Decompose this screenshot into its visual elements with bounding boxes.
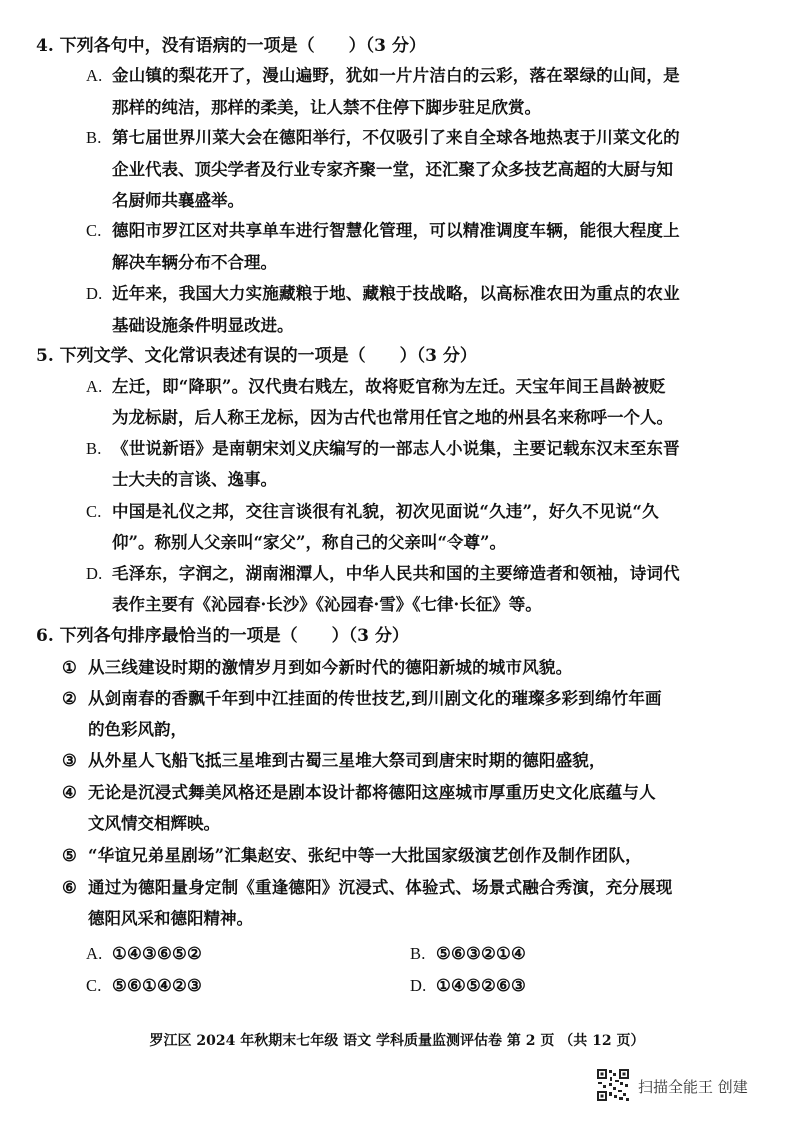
page-footer: 罗江区 2024 年秋期末七年级 语文 学科质量监测评估卷 第 2 页 （共 12 页） <box>149 1033 645 1049</box>
q5-option-b: B. 《世说新语》是南朝宋刘义庆编写的一部志人小说集，主要记载东汉末至东晋 <box>86 437 680 461</box>
q4-option-b-line3: 名厨师共襄盛举。 <box>112 191 244 210</box>
q6-sentence-4-line2: 文风情交相辉映。 <box>88 814 220 833</box>
q4-option-d: D. 近年来，我国大力实施藏粮于地、藏粮于技战略，以高标准农田为重点的农业 <box>86 282 680 306</box>
option-label: C. <box>86 221 102 240</box>
q4-option-a-line2: 那样的纯洁，那样的柔美，让人禁不住停下脚步驻足欣赏。 <box>112 98 541 117</box>
q5-option-c-line2: 仰”。称别人父亲叫“家父”，称自己的父亲叫“令尊”。 <box>112 533 506 552</box>
q4-option-b: B. 第七届世界川菜大会在德阳举行，不仅吸引了来自全球各地热衷于川菜文化的 <box>86 126 680 150</box>
option-label: C. <box>86 502 102 521</box>
q5-stem: 5. 下列文学、文化常识表述有误的一项是（ ）（3 分） <box>36 346 477 366</box>
option-label: C. <box>86 976 102 995</box>
option-label: D. <box>410 976 427 995</box>
q6-option-a: A. ①④③⑥⑤② <box>86 942 202 966</box>
q5-option-a-line2: 为龙标尉，后人称王龙标，因为古代也常用任官之地的州县名来称呼一个人。 <box>112 408 673 427</box>
q4-option-b-line2: 企业代表、顶尖学者及行业专家齐聚一堂，还汇聚了众多技艺高超的大厨与知 <box>112 160 673 179</box>
q4-option-c: C. 德阳市罗江区对共享单车进行智慧化管理，可以精准调度车辆，能很大程度上 <box>86 219 680 243</box>
option-label: D. <box>86 564 103 583</box>
option-label: A. <box>86 377 103 396</box>
option-label: B. <box>86 128 102 147</box>
q4-option-c-line2: 解决车辆分布不合理。 <box>112 253 277 272</box>
option-label: B. <box>86 439 102 458</box>
q5-option-c: C. 中国是礼仪之邦，交往言谈很有礼貌，初次见面说“久违”，好久不见说“久 <box>86 500 659 524</box>
q6-sentence-6-line2: 德阳风采和德阳精神。 <box>88 909 253 928</box>
option-label: B. <box>410 944 426 963</box>
q6-sentence-1: ① 从三线建设时期的激情岁月到如今新时代的德阳新城的城市风貌。 <box>62 658 573 677</box>
q5-option-a: A. 左迁，即“降职”。汉代贵右贱左，故将贬官称为左迁。天宝年间王昌龄被贬 <box>86 375 666 399</box>
q6-sentence-2-line2: 的色彩风韵， <box>88 720 187 739</box>
q6-option-b: B. ⑤⑥③②①④ <box>410 942 526 966</box>
option-label: A. <box>86 944 103 963</box>
option-label: D. <box>86 284 103 303</box>
q5-option-b-line2: 士大夫的言谈、逸事。 <box>112 470 277 489</box>
option-label: A. <box>86 66 103 85</box>
q6-sentence-6: ⑥ 通过为德阳量身定制《重逢德阳》沉浸式、体验式、场景式融合秀演，充分展现 <box>62 878 673 897</box>
q6-stem: 6. 下列各句排序最恰当的一项是（ ）（3 分） <box>36 626 409 646</box>
q6-sentence-5: ⑤ “华谊兄弟星剧场”汇集赵安、张纪中等一大批国家级演艺创作及制作团队， <box>62 846 642 865</box>
scanner-watermark: 扫描全能王 创建 <box>638 1078 748 1096</box>
qr-code-icon <box>596 1068 630 1102</box>
q5-option-d: D. 毛泽东，字润之，湖南湘潭人，中华人民共和国的主要缔造者和领袖，诗词代 <box>86 562 680 586</box>
q6-option-d: D. ①④⑤②⑥③ <box>410 974 526 998</box>
q4-stem: 4. 下列各句中，没有语病的一项是（ ）（3 分） <box>36 36 426 56</box>
q5-option-d-line2: 表作主要有《沁园春·长沙》《沁园春·雪》《七律·长征》等。 <box>112 595 542 614</box>
q4-option-d-line2: 基础设施条件明显改进。 <box>112 316 294 335</box>
q4-option-a: A. 金山镇的梨花开了，漫山遍野，犹如一片片洁白的云彩，落在翠绿的山间，是 <box>86 64 680 88</box>
q6-sentence-3: ③ 从外星人飞船飞抵三星堆到古蜀三星堆大祭司到唐宋时期的德阳盛貌， <box>62 751 606 770</box>
q6-option-c: C. ⑤⑥①④②③ <box>86 974 202 998</box>
q6-sentence-2: ② 从剑南春的香飘千年到中江挂面的传世技艺,到川剧文化的璀璨多彩到绵竹年画 <box>62 689 662 708</box>
q6-sentence-4: ④ 无论是沉浸式舞美风格还是剧本设计都将德阳这座城市厚重历史文化底蕴与人 <box>62 783 656 802</box>
